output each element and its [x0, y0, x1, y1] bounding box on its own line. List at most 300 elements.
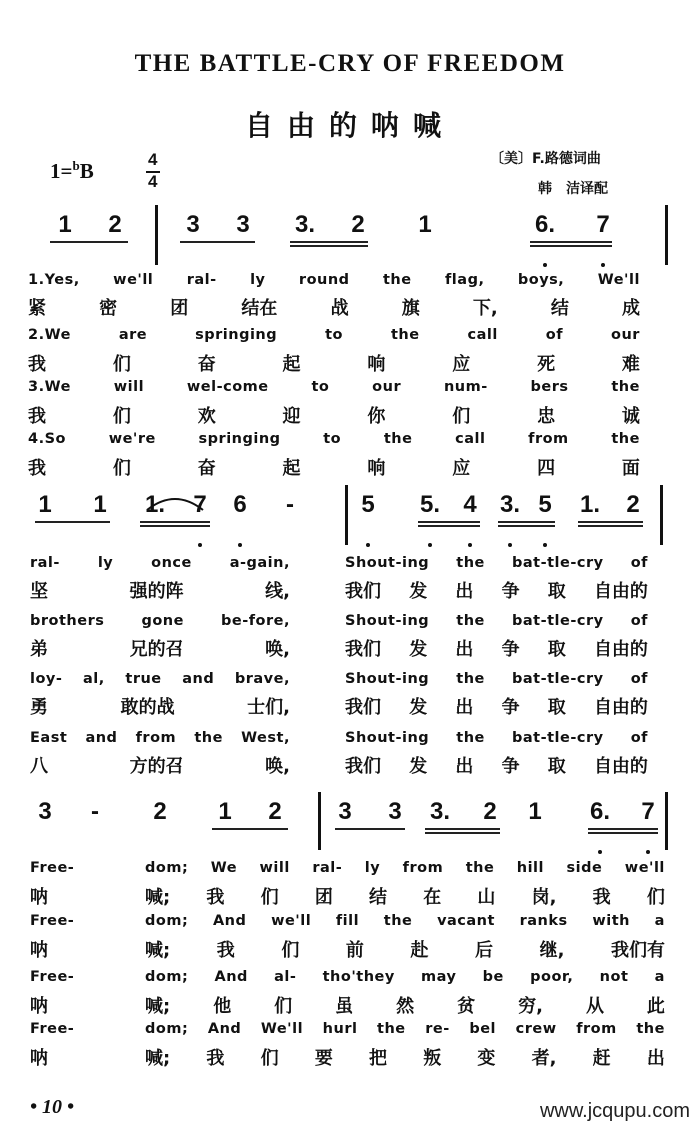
octave-dot	[428, 543, 432, 547]
lyric-word: 旗	[401, 298, 420, 319]
note: 6.	[534, 211, 556, 238]
chinese-lyric-line	[30, 577, 290, 603]
lyric-word: 们	[112, 458, 131, 479]
bar-line	[345, 485, 348, 545]
underline-beam	[588, 832, 658, 834]
key-prefix: 1=	[50, 159, 73, 183]
octave-dot	[601, 263, 605, 267]
bar-line	[665, 205, 668, 265]
lyric-word: of	[630, 555, 648, 571]
lyric-word: 发	[409, 697, 428, 718]
lyric-word: 我们有	[610, 940, 665, 961]
lyric-word: 成	[621, 298, 640, 319]
lyric-word: And	[212, 913, 247, 929]
note: 3.	[429, 798, 451, 825]
lyric-word: 我	[592, 887, 611, 908]
lyric-word: 们	[274, 996, 293, 1017]
lyric-word: ral-	[30, 555, 60, 571]
octave-dot	[366, 543, 370, 547]
lyric-word: of	[630, 730, 648, 746]
watermark: www.jcqupu.com	[539, 1100, 690, 1122]
lyric-word: 士们,	[247, 697, 290, 718]
note: 3	[38, 798, 52, 825]
lyric-word: 起	[282, 458, 301, 479]
lyric-word: 呐	[30, 996, 48, 1017]
lyric-word: Free-	[30, 969, 75, 985]
lyric-word: of	[630, 671, 648, 687]
chinese-lyric-line	[345, 577, 648, 603]
underline-beam	[425, 832, 500, 834]
note: 5.	[419, 491, 441, 518]
lyric-word: 应	[452, 354, 471, 375]
lyric-word: Free-	[30, 913, 75, 929]
chinese-lyric-line	[30, 693, 290, 719]
lyric-word: 争	[501, 756, 520, 777]
lyric-word: 响	[367, 458, 386, 479]
lyric-word: vacant	[437, 913, 495, 929]
lyric-word: And	[207, 1021, 242, 1037]
octave-dot	[543, 263, 547, 267]
lyric-word: the	[383, 431, 413, 447]
lyric-word: 强的阵	[129, 581, 184, 602]
lyric-word: 取	[547, 756, 566, 777]
note: 2	[351, 211, 365, 238]
lyric-word: 们	[112, 354, 131, 375]
chinese-lyric-line	[345, 693, 648, 719]
lyric-word: from	[528, 431, 569, 447]
octave-dot	[508, 543, 512, 547]
lyric-word: West,	[241, 730, 290, 746]
note: 7	[596, 211, 610, 238]
lyric-word: 自由的	[593, 639, 648, 660]
underline-beam	[290, 245, 368, 247]
note: 6.	[589, 798, 611, 825]
note: 3	[236, 211, 250, 238]
lyric-word: 在	[423, 887, 442, 908]
lyric-word: 他	[213, 996, 232, 1017]
bar-line	[155, 205, 158, 265]
lyric-word: hill	[516, 860, 544, 876]
lyric-word: we'll	[624, 860, 665, 876]
chinese-lyric-line	[145, 936, 665, 962]
lyric-word: hurl	[322, 1021, 358, 1037]
lyric-word: 敢的战	[120, 697, 175, 718]
lyric-word: 4.So	[28, 431, 67, 447]
lyric-word: may	[421, 969, 457, 985]
lyric-word: bat-tle-cry	[512, 555, 604, 571]
octave-dot	[198, 543, 202, 547]
lyric-word: Shout-ing	[345, 555, 430, 571]
lyric-word: 我们	[345, 581, 381, 602]
lyric-word: 前	[345, 940, 364, 961]
lyric-word: 自由的	[593, 756, 648, 777]
note: 3	[186, 211, 200, 238]
lyric-word: 变	[477, 1048, 496, 1069]
lyric-word: num-	[443, 379, 488, 395]
lyric-word: we're	[108, 431, 156, 447]
octave-dot	[646, 850, 650, 854]
lyric-word: 我	[206, 887, 225, 908]
lyric-word: ral-	[186, 272, 217, 288]
underline-beam	[498, 521, 555, 523]
lyric-word: the	[611, 431, 640, 447]
lyric-word: 们	[112, 406, 131, 427]
lyric-word: 你	[367, 406, 386, 427]
lyric-word: and	[85, 730, 118, 746]
lyric-word: 虽	[335, 996, 354, 1017]
underline-beam	[418, 521, 480, 523]
lyric-word: springing	[198, 431, 281, 447]
lyric-word: true	[125, 671, 162, 687]
underline-beam	[498, 525, 555, 527]
lyric-word: 继,	[539, 940, 565, 961]
note: 7	[641, 798, 655, 825]
lyric-word: ly	[364, 860, 381, 876]
lyric-word: 八	[30, 756, 48, 777]
note: 1	[418, 211, 432, 238]
lyric-word: 争	[501, 697, 520, 718]
lyric-word: 山	[477, 887, 496, 908]
lyric-word: 我们	[345, 639, 381, 660]
english-lyric-line	[145, 969, 665, 985]
lyric-word: we'll	[271, 913, 312, 929]
lyric-word: 叛	[423, 1048, 442, 1069]
lyric-word: 争	[501, 639, 520, 660]
composer-credit: 〔美〕F.路德词曲	[490, 151, 601, 167]
underline-beam	[530, 245, 612, 247]
lyric-word: the	[194, 730, 223, 746]
lyric-word: dom;	[145, 913, 189, 929]
time-signature-top: 4	[148, 150, 158, 169]
lyric-word: 后	[475, 940, 494, 961]
lyric-word: 唤,	[265, 639, 290, 660]
lyric-word: poor,	[530, 969, 574, 985]
english-lyric-line	[145, 860, 665, 876]
lyric-word: 们	[281, 940, 300, 961]
lyric-word: wel-come	[186, 379, 269, 395]
english-title: THE BATTLE-CRY OF FREEDOM	[134, 50, 566, 77]
lyric-word: ral-	[312, 860, 343, 876]
lyric-word: flag,	[445, 272, 485, 288]
lyric-word: to	[323, 431, 342, 447]
note: 6	[233, 491, 247, 518]
lyric-word: 我	[216, 940, 235, 961]
lyric-word: 应	[452, 458, 471, 479]
lyric-word: 密	[99, 298, 118, 319]
lyric-word: the	[456, 730, 485, 746]
lyric-word: bat-tle-cry	[512, 671, 604, 687]
english-lyric-line	[30, 730, 290, 746]
lyric-word: bers	[530, 379, 569, 395]
note: 2	[153, 798, 167, 825]
note: 7	[193, 491, 207, 518]
english-lyric-line	[28, 379, 640, 395]
lyric-word: our	[611, 327, 640, 343]
lyric-word: 弟	[30, 639, 48, 660]
lyric-word: 欢	[197, 406, 216, 427]
note: 3	[388, 798, 402, 825]
lyric-word: Free-	[30, 1021, 75, 1037]
english-lyric-line	[28, 272, 640, 288]
lyric-word: the	[456, 671, 485, 687]
underline-beam	[530, 241, 612, 243]
lyric-word: 我	[28, 354, 46, 375]
lyric-word: 勇	[30, 697, 48, 718]
lyric-word: 结在	[241, 298, 278, 319]
english-lyric-line	[28, 327, 640, 343]
lyric-word: 出	[455, 756, 474, 777]
chinese-lyric-line	[145, 1044, 665, 1070]
lyric-word: the	[456, 613, 485, 629]
lyric-word: 死	[537, 354, 556, 375]
lyric-word: the	[456, 555, 485, 571]
english-lyric-line	[145, 1021, 665, 1037]
lyric-word: We'll	[260, 1021, 304, 1037]
chinese-lyric-line	[145, 992, 665, 1018]
note: 2	[483, 798, 497, 825]
lyric-word: 结	[550, 298, 569, 319]
lyric-word: 难	[621, 354, 640, 375]
time-signature-bottom: 4	[148, 172, 158, 191]
lyric-word: 喊;	[145, 940, 171, 961]
lyric-word: call	[455, 431, 486, 447]
chinese-lyric-line	[345, 752, 648, 778]
lyric-word: from	[135, 730, 177, 746]
lyric-word: we'll	[113, 272, 154, 288]
english-lyric-line	[345, 555, 648, 571]
chinese-title: 自由的呐喊	[244, 109, 455, 142]
chinese-lyric-line	[28, 454, 640, 480]
lyric-word: 们	[260, 1048, 279, 1069]
english-lyric-line	[28, 431, 640, 447]
lyric-word: 争	[501, 581, 520, 602]
note: -	[286, 491, 294, 518]
chinese-lyric-line	[30, 883, 80, 909]
lyric-word: We	[210, 860, 238, 876]
lyric-word: of	[545, 327, 564, 343]
lyric-word: bat-tle-cry	[512, 730, 604, 746]
lyric-word: 我们	[345, 756, 381, 777]
lyric-word: 出	[455, 697, 474, 718]
page-number: • 10 •	[30, 1096, 75, 1118]
octave-dot	[238, 543, 242, 547]
lyric-word: 团	[314, 887, 333, 908]
lyric-word: 面	[621, 458, 640, 479]
english-lyric-line	[345, 730, 648, 746]
underline-beam	[180, 241, 255, 243]
note: 2	[108, 211, 122, 238]
lyric-word: 3.We	[28, 379, 71, 395]
lyric-word: once	[151, 555, 192, 571]
lyric-word: re-	[425, 1021, 450, 1037]
bar-line	[660, 485, 663, 545]
translator-credit: 韩 洁译配	[538, 181, 608, 197]
lyric-word: 发	[409, 581, 428, 602]
lyric-word: 忠	[537, 406, 556, 427]
lyric-word: 自由的	[593, 581, 648, 602]
lyric-word: Shout-ing	[345, 613, 430, 629]
lyric-word: 响	[367, 354, 386, 375]
lyric-word: the	[611, 379, 640, 395]
english-lyric-line	[30, 1021, 80, 1037]
english-lyric-line	[30, 671, 290, 687]
underline-beam	[35, 521, 110, 523]
lyric-word: 取	[547, 697, 566, 718]
lyric-word: to	[311, 379, 330, 395]
lyric-word: And	[214, 969, 248, 985]
lyric-word: 岗,	[531, 887, 557, 908]
lyric-word: dom;	[145, 860, 189, 876]
lyric-word: 奋	[197, 354, 216, 375]
note: 3.	[294, 211, 316, 238]
lyric-word: 我	[28, 406, 46, 427]
english-lyric-line	[30, 913, 80, 929]
lyric-word: the	[636, 1021, 665, 1037]
lyric-word: from	[402, 860, 444, 876]
note: 4	[463, 491, 477, 518]
lyric-word: 战	[330, 298, 349, 319]
lyric-word: a	[654, 969, 665, 985]
note: 1	[528, 798, 542, 825]
lyric-word: ranks	[519, 913, 568, 929]
lyric-word: our	[372, 379, 402, 395]
lyric-word: 喊;	[145, 1048, 171, 1069]
lyric-word: ly	[97, 555, 114, 571]
underline-beam	[140, 521, 210, 523]
underline-beam	[578, 525, 643, 527]
lyric-word: brave,	[234, 671, 290, 687]
lyric-word: will	[113, 379, 145, 395]
lyric-word: 呐	[30, 1048, 48, 1069]
lyric-word: 自由的	[593, 697, 648, 718]
underline-beam	[578, 521, 643, 523]
lyric-word: call	[467, 327, 498, 343]
lyric-word: 们	[260, 887, 279, 908]
lyric-word: 1.Yes,	[28, 272, 80, 288]
lyric-word: the	[465, 860, 495, 876]
lyric-word: 者,	[531, 1048, 557, 1069]
note: 1.	[144, 491, 166, 518]
lyric-word: al,	[83, 671, 105, 687]
lyric-word: 然	[396, 996, 415, 1017]
chinese-lyric-line	[30, 992, 80, 1018]
lyric-word: 线,	[265, 581, 290, 602]
lyric-word: fill	[335, 913, 360, 929]
lyric-word: 喊;	[145, 887, 171, 908]
lyric-word: 我	[28, 458, 46, 479]
lyric-word: 起	[282, 354, 301, 375]
lyric-word: the	[382, 272, 412, 288]
note: 1.	[579, 491, 601, 518]
lyric-word: are	[118, 327, 148, 343]
lyric-word: 我	[206, 1048, 225, 1069]
lyric-word: 结	[369, 887, 388, 908]
note: 3	[338, 798, 352, 825]
lyric-word: 出	[455, 639, 474, 660]
lyric-word: from	[576, 1021, 617, 1037]
underline-beam	[425, 828, 500, 830]
note: 5	[361, 491, 375, 518]
lyric-word: 兄的召	[129, 639, 184, 660]
lyric-word: We'll	[597, 272, 640, 288]
underline-beam	[418, 525, 480, 527]
lyric-word: 呐	[30, 887, 48, 908]
underline-beam	[212, 828, 288, 830]
lyric-word: springing	[195, 327, 278, 343]
lyric-word: 出	[455, 581, 474, 602]
lyric-word: to	[325, 327, 343, 343]
lyric-word: 赶	[592, 1048, 611, 1069]
lyric-word: loy-	[30, 671, 63, 687]
lyric-word: Shout-ing	[345, 730, 430, 746]
english-lyric-line	[145, 913, 665, 929]
english-lyric-line	[30, 860, 80, 876]
lyric-word: the	[390, 327, 420, 343]
chinese-lyric-line	[28, 350, 640, 376]
lyric-word: a	[654, 913, 665, 929]
lyric-word: East	[30, 730, 68, 746]
octave-dot	[543, 543, 547, 547]
lyric-word: 们	[452, 406, 471, 427]
bar-line	[665, 792, 668, 850]
lyric-word: 唤,	[265, 756, 290, 777]
lyric-word: dom;	[145, 969, 189, 985]
chinese-lyric-line	[145, 883, 665, 909]
octave-dot	[598, 850, 602, 854]
lyric-word: of	[630, 613, 648, 629]
note: 1	[58, 211, 72, 238]
lyric-word: crew	[515, 1021, 557, 1037]
chinese-lyric-line	[30, 635, 290, 661]
note: 2	[626, 491, 640, 518]
lyric-word: 把	[369, 1048, 388, 1069]
lyric-word: 贫	[457, 996, 476, 1017]
note: -	[91, 798, 99, 825]
english-lyric-line	[345, 613, 648, 629]
chinese-lyric-line	[30, 1044, 80, 1070]
note: 5	[538, 491, 552, 518]
lyric-word: 穷,	[518, 996, 543, 1017]
key-note: B	[79, 159, 94, 183]
lyric-word: tho'they	[322, 969, 395, 985]
lyric-word: 呐	[30, 940, 48, 961]
flat-sign: b	[72, 158, 80, 173]
slur-arc	[145, 492, 205, 512]
underline-beam	[290, 241, 368, 243]
lyric-word: 迎	[282, 406, 301, 427]
lyric-word: 赴	[410, 940, 429, 961]
lyric-word: round	[298, 272, 350, 288]
lyric-word: side	[566, 860, 603, 876]
lyric-word: 从	[585, 996, 604, 1017]
lyric-word: 方的召	[129, 756, 184, 777]
lyric-word: al-	[274, 969, 297, 985]
lyric-word: 坚	[30, 581, 48, 602]
octave-dot	[468, 543, 472, 547]
lyric-word: bat-tle-cry	[512, 613, 604, 629]
chinese-lyric-line	[30, 752, 290, 778]
underline-beam	[140, 525, 210, 527]
lyric-word: 取	[547, 639, 566, 660]
lyric-word: 我们	[345, 697, 381, 718]
lyric-word: 要	[314, 1048, 333, 1069]
lyric-word: 们	[646, 887, 665, 908]
lyric-word: 发	[409, 756, 428, 777]
note: 1	[93, 491, 107, 518]
english-lyric-line	[30, 613, 290, 629]
bar-line	[318, 792, 321, 850]
lyric-word: 喊;	[145, 996, 171, 1017]
